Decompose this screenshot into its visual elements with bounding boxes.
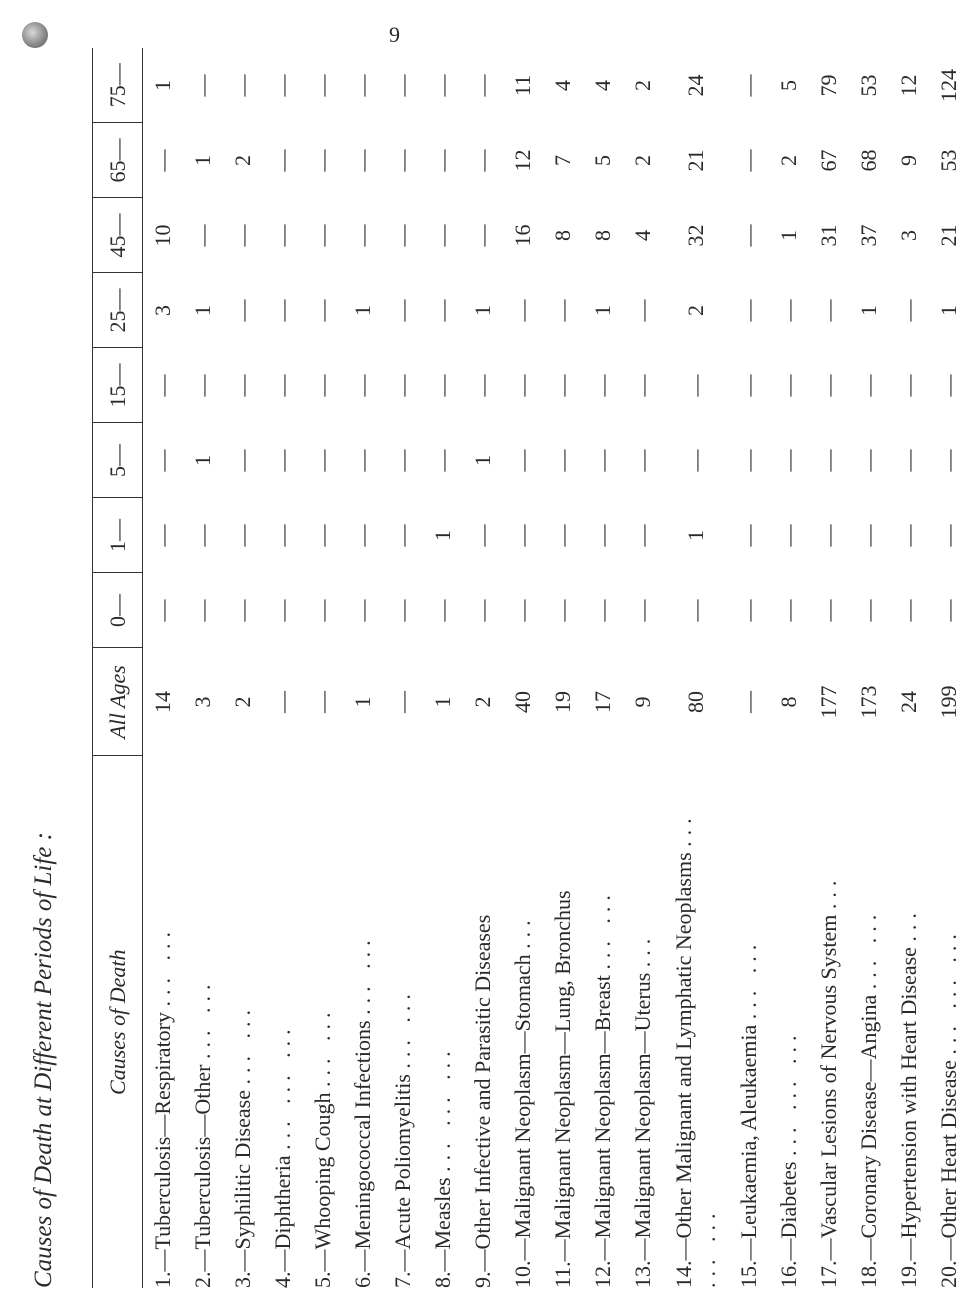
cause-cell: [729, 756, 769, 1288]
age-cell: 1: [776, 230, 801, 241]
cause-cell: [383, 756, 423, 1288]
table-row: [543, 48, 583, 1288]
cause-name: 19.—Hypertension with Heart Disease: [896, 947, 921, 1288]
age-cell: —: [510, 299, 535, 322]
age-cell: —: [350, 149, 375, 172]
age-cell: 37: [856, 224, 881, 247]
age-cell: —: [896, 599, 921, 622]
cause-label: [151, 778, 175, 1288]
age-cell: —: [150, 149, 175, 172]
cause-label: [311, 778, 335, 1288]
age-cell: —: [856, 524, 881, 547]
age-cell: 12: [896, 74, 921, 97]
cause-cell: [503, 756, 543, 1288]
cause-cell: [583, 756, 623, 1288]
cause-cell: [849, 756, 889, 1288]
all-ages-cell: 19: [550, 691, 575, 713]
age-cell: —: [550, 449, 575, 472]
dot-leader: ... ... ...: [430, 1045, 455, 1172]
age-cell: —: [430, 299, 455, 322]
age-cell: —: [350, 524, 375, 547]
age-cell: —: [736, 299, 761, 322]
all-ages-cell: 9: [630, 696, 655, 708]
age-cell: —: [776, 599, 801, 622]
cause-label: [271, 778, 295, 1288]
cause-label: [431, 778, 455, 1288]
age-cell: —: [350, 374, 375, 397]
cause-name: 16.—Diabetes: [776, 1161, 801, 1288]
age-cell: —: [310, 149, 335, 172]
age-cell: —: [736, 224, 761, 247]
dot-leader: ...: [816, 874, 841, 910]
age-cell: —: [310, 449, 335, 472]
header-age-5: 5—: [93, 423, 143, 498]
age-cell: 1: [190, 305, 215, 316]
all-ages-cell: 199: [936, 685, 961, 719]
cause-cell: [303, 756, 343, 1288]
age-cell: —: [270, 224, 295, 247]
age-cell: —: [350, 224, 375, 247]
header-age-1: 1—: [93, 498, 143, 573]
cause-name: 17.—Vascular Lesions of Nervous System: [816, 914, 841, 1288]
age-cell: —: [150, 599, 175, 622]
age-cell: 12: [510, 149, 535, 172]
dot-leader: ... ... ...: [776, 1029, 801, 1157]
cause-name: 1.—Tuberculosis—Respiratory: [150, 1011, 175, 1288]
cause-label: [777, 778, 801, 1288]
age-cell: —: [550, 524, 575, 547]
age-cell: —: [896, 299, 921, 322]
age-cell: 1: [190, 155, 215, 166]
age-cell: —: [430, 449, 455, 472]
cause-cell: [263, 756, 303, 1288]
dot-leader: ... ...: [230, 1004, 255, 1085]
cause-name: 4.—Diphtheria: [270, 1155, 295, 1288]
age-cell: —: [936, 374, 961, 397]
cause-name: 11.—Malignant Neoplasm—Lung, Bronchus: [550, 890, 575, 1288]
age-cell: —: [230, 224, 255, 247]
table-title: Causes of Death at Different Periods of Life :: [30, 832, 57, 1288]
age-cell: 5: [776, 80, 801, 91]
dot-leader: ... ...: [310, 1006, 335, 1087]
cause-name: 10.—Malignant Neoplasm—Stomach: [510, 954, 535, 1288]
age-cell: —: [150, 374, 175, 397]
age-cell: —: [430, 599, 455, 622]
age-cell: —: [816, 599, 841, 622]
cause-label: [631, 778, 655, 1288]
header-age-45: 45—: [93, 198, 143, 273]
cause-name: 7.—Acute Poliomyelitis: [390, 1074, 415, 1288]
all-ages-cell: 2: [470, 696, 495, 708]
table-row: [929, 48, 969, 1288]
age-cell: —: [630, 299, 655, 322]
table-row: [849, 48, 889, 1288]
age-cell: —: [630, 524, 655, 547]
cause-cell: [343, 756, 383, 1288]
dot-leader: ...: [630, 932, 655, 968]
age-cell: —: [470, 149, 495, 172]
age-cell: —: [590, 449, 615, 472]
header-cause: Causes of Death: [93, 756, 143, 1288]
table-row: [729, 48, 769, 1288]
age-cell: —: [270, 449, 295, 472]
age-cell: —: [590, 599, 615, 622]
age-cell: —: [683, 449, 708, 472]
age-cell: 68: [856, 149, 881, 172]
age-cell: —: [736, 149, 761, 172]
age-cell: —: [550, 299, 575, 322]
cause-cell: [463, 756, 503, 1288]
dot-leader: ... ...: [856, 908, 881, 990]
age-cell: 10: [150, 224, 175, 247]
all-ages-cell: —: [310, 691, 335, 713]
all-ages-cell: 2: [230, 696, 255, 708]
age-cell: —: [190, 599, 215, 622]
age-cell: 32: [683, 224, 708, 247]
age-cell: —: [736, 524, 761, 547]
age-cell: —: [230, 299, 255, 322]
age-cell: —: [510, 524, 535, 547]
age-cell: —: [270, 74, 295, 97]
table-row: [889, 48, 929, 1288]
age-cell: —: [310, 224, 335, 247]
all-ages-cell: 1: [350, 696, 375, 708]
age-cell: —: [936, 449, 961, 472]
all-ages-cell: 177: [816, 685, 841, 719]
age-cell: —: [430, 149, 455, 172]
age-cell: —: [190, 524, 215, 547]
age-cell: —: [550, 374, 575, 397]
cause-label: [897, 778, 921, 1288]
age-cell: —: [230, 74, 255, 97]
cause-label: [857, 778, 881, 1288]
cause-cell: [929, 756, 969, 1288]
table-row: [343, 48, 383, 1288]
age-cell: —: [230, 524, 255, 547]
cause-label: [391, 778, 415, 1288]
age-cell: —: [550, 599, 575, 622]
table-row: [463, 48, 503, 1288]
age-cell: —: [270, 374, 295, 397]
age-cell: —: [896, 524, 921, 547]
dot-leader: ...: [510, 914, 535, 949]
age-cell: —: [630, 449, 655, 472]
all-ages-cell: 173: [856, 685, 881, 719]
age-cell: 21: [936, 224, 961, 247]
age-cell: 8: [550, 230, 575, 241]
all-ages-cell: —: [736, 691, 761, 713]
age-cell: —: [230, 374, 255, 397]
age-cell: —: [936, 599, 961, 622]
age-cell: 2: [630, 80, 655, 91]
cause-label: [672, 778, 720, 1288]
table-row: [143, 48, 184, 1288]
table-row: [663, 48, 729, 1288]
age-cell: —: [150, 449, 175, 472]
all-ages-cell: —: [270, 691, 295, 713]
cause-name: 8.—Measles: [430, 1177, 455, 1288]
age-cell: —: [936, 524, 961, 547]
dot-leader: ... ...: [150, 925, 175, 1007]
age-cell: 79: [816, 74, 841, 97]
all-ages-cell: 40: [510, 691, 535, 713]
cause-cell: [663, 756, 729, 1288]
age-cell: —: [350, 449, 375, 472]
cause-label: [351, 778, 375, 1288]
age-cell: —: [856, 374, 881, 397]
cause-label: [551, 778, 575, 1288]
cause-cell: [223, 756, 263, 1288]
age-cell: 9: [896, 155, 921, 166]
age-cell: —: [510, 599, 535, 622]
age-cell: 53: [856, 74, 881, 97]
cause-cell: [809, 756, 849, 1288]
table-row: [383, 48, 423, 1288]
table-header-row: [93, 48, 143, 1288]
age-cell: 2: [776, 155, 801, 166]
age-cell: 67: [816, 149, 841, 172]
age-cell: —: [590, 374, 615, 397]
age-cell: 2: [630, 155, 655, 166]
age-cell: —: [816, 299, 841, 322]
age-cell: 24: [683, 74, 708, 97]
all-ages-cell: 14: [150, 691, 175, 713]
age-cell: —: [630, 374, 655, 397]
age-cell: —: [390, 599, 415, 622]
age-cell: —: [776, 299, 801, 322]
age-cell: —: [390, 74, 415, 97]
cause-name: 9.—Other Infective and Parasitic Diseases: [470, 914, 495, 1288]
cause-name: 2.—Tuberculosis—Other: [190, 1064, 215, 1288]
age-cell: —: [816, 374, 841, 397]
age-cell: 3: [150, 305, 175, 316]
age-cell: 2: [230, 155, 255, 166]
age-cell: 1: [590, 305, 615, 316]
age-cell: —: [390, 449, 415, 472]
cause-name: 6.—Meningococcal Infections: [350, 1020, 375, 1288]
age-cell: 4: [550, 80, 575, 91]
age-cell: —: [736, 374, 761, 397]
age-cell: —: [270, 299, 295, 322]
age-cell: 1: [150, 80, 175, 91]
cause-cell: [183, 756, 223, 1288]
table-row: [623, 48, 663, 1288]
age-cell: 53: [936, 149, 961, 172]
age-cell: 1: [936, 305, 961, 316]
cause-name: 20.—Other Heart Disease: [936, 1060, 961, 1288]
dot-leader: ... ... ...: [270, 1023, 295, 1150]
table-row: [183, 48, 223, 1288]
age-cell: —: [190, 74, 215, 97]
cause-label: [511, 778, 535, 1288]
header-age-75: 75—: [93, 48, 143, 123]
header-age-65: 65—: [93, 123, 143, 198]
age-cell: —: [270, 524, 295, 547]
cause-name: 14.—Other Malignant and Lymphatic Neoplasms: [671, 852, 696, 1288]
cause-cell: [623, 756, 663, 1288]
cause-name: 13.—Malignant Neoplasm—Uterus: [630, 972, 655, 1288]
cause-label: [591, 778, 615, 1288]
age-cell: 4: [630, 230, 655, 241]
age-cell: —: [230, 449, 255, 472]
age-cell: 21: [683, 149, 708, 172]
age-cell: —: [896, 449, 921, 472]
age-cell: 11: [510, 74, 535, 97]
cause-label: [737, 778, 761, 1288]
age-cell: —: [736, 599, 761, 622]
age-cell: —: [776, 449, 801, 472]
all-ages-cell: 17: [590, 691, 615, 713]
age-cell: —: [270, 149, 295, 172]
age-cell: 31: [816, 224, 841, 247]
age-cell: 8: [590, 230, 615, 241]
age-cell: —: [736, 449, 761, 472]
age-cell: —: [390, 149, 415, 172]
all-ages-cell: —: [390, 691, 415, 713]
age-cell: —: [230, 599, 255, 622]
age-cell: 1: [470, 455, 495, 466]
cause-name: 18.—Coronary Disease—Angina: [856, 994, 881, 1288]
age-cell: 1: [190, 455, 215, 466]
header-all-ages: All Ages: [93, 648, 143, 756]
all-ages-cell: 8: [776, 696, 801, 708]
page-number: 9: [389, 22, 400, 47]
table-row: [503, 48, 543, 1288]
header-age-25: 25—: [93, 273, 143, 348]
cause-name: 15.—Leukaemia, Aleukaemia: [736, 1024, 761, 1288]
age-cell: 1: [683, 530, 708, 541]
all-ages-cell: 24: [896, 691, 921, 713]
age-cell: —: [736, 74, 761, 97]
age-cell: —: [816, 524, 841, 547]
table-body: [143, 48, 969, 1288]
age-cell: 4: [590, 80, 615, 91]
age-cell: —: [630, 599, 655, 622]
age-cell: —: [390, 524, 415, 547]
age-cell: —: [776, 524, 801, 547]
age-cell: —: [390, 374, 415, 397]
cause-name: 3.—Syphilitic Disease: [230, 1090, 255, 1288]
age-cell: —: [510, 449, 535, 472]
dot-leader: ... ...: [736, 938, 761, 1020]
all-ages-cell: 3: [190, 696, 215, 708]
dot-leader: ... ...: [590, 889, 615, 970]
age-cell: —: [310, 299, 335, 322]
age-cell: —: [856, 599, 881, 622]
causes-of-death-table: [92, 48, 969, 1288]
cause-cell: [423, 756, 463, 1288]
age-cell: —: [350, 599, 375, 622]
age-cell: —: [430, 374, 455, 397]
age-cell: —: [310, 374, 335, 397]
age-cell: —: [470, 74, 495, 97]
table-row: [583, 48, 623, 1288]
table-row: [223, 48, 263, 1288]
cause-cell: [889, 756, 929, 1288]
dot-leader: ... ...: [190, 978, 215, 1060]
dot-leader: ...: [896, 907, 921, 942]
cause-label: [191, 778, 215, 1288]
table-row: [303, 48, 343, 1288]
age-cell: 124: [936, 69, 961, 102]
cause-cell: [769, 756, 809, 1288]
age-cell: —: [190, 224, 215, 247]
cause-label: [471, 778, 495, 1288]
dot-leader: ... ... ...: [936, 928, 961, 1055]
age-cell: —: [470, 374, 495, 397]
age-cell: —: [310, 599, 335, 622]
age-cell: —: [683, 599, 708, 622]
age-cell: 1: [430, 530, 455, 541]
age-cell: —: [390, 224, 415, 247]
age-cell: 5: [590, 155, 615, 166]
age-cell: —: [470, 599, 495, 622]
cause-cell: [543, 756, 583, 1288]
age-cell: —: [350, 74, 375, 97]
table-row: [423, 48, 463, 1288]
age-cell: —: [270, 599, 295, 622]
age-cell: —: [310, 74, 335, 97]
table-row: [263, 48, 303, 1288]
table-row: [809, 48, 849, 1288]
age-cell: 1: [856, 305, 881, 316]
all-ages-cell: 1: [430, 696, 455, 708]
header-age-0: 0—: [93, 573, 143, 648]
cause-cell: [143, 756, 184, 1288]
header-age-15: 15—: [93, 348, 143, 423]
age-cell: —: [470, 224, 495, 247]
age-cell: —: [310, 524, 335, 547]
cause-label: [937, 778, 961, 1288]
cause-name: 5.—Whooping Cough: [310, 1092, 335, 1288]
age-cell: —: [683, 374, 708, 397]
age-cell: —: [150, 524, 175, 547]
age-cell: —: [510, 374, 535, 397]
all-ages-cell: 80: [683, 691, 708, 713]
age-cell: —: [390, 299, 415, 322]
age-cell: —: [190, 374, 215, 397]
age-cell: 1: [470, 305, 495, 316]
age-cell: —: [430, 224, 455, 247]
age-cell: —: [776, 374, 801, 397]
table-row: [769, 48, 809, 1288]
cause-label: [817, 778, 841, 1288]
age-cell: 1: [350, 305, 375, 316]
age-cell: —: [470, 524, 495, 547]
age-cell: 3: [896, 230, 921, 241]
age-cell: —: [896, 374, 921, 397]
age-cell: 16: [510, 224, 535, 247]
age-cell: 7: [550, 155, 575, 166]
dot-leader: ... ... ...: [671, 812, 720, 1288]
age-cell: —: [590, 524, 615, 547]
age-cell: —: [816, 449, 841, 472]
age-cell: 2: [683, 305, 708, 316]
dot-leader: ... ...: [390, 988, 415, 1069]
cause-name: 12.—Malignant Neoplasm—Breast: [590, 975, 615, 1288]
age-cell: —: [430, 74, 455, 97]
age-cell: —: [856, 449, 881, 472]
dot-leader: ... ...: [350, 934, 375, 1015]
cause-label: [231, 778, 255, 1288]
